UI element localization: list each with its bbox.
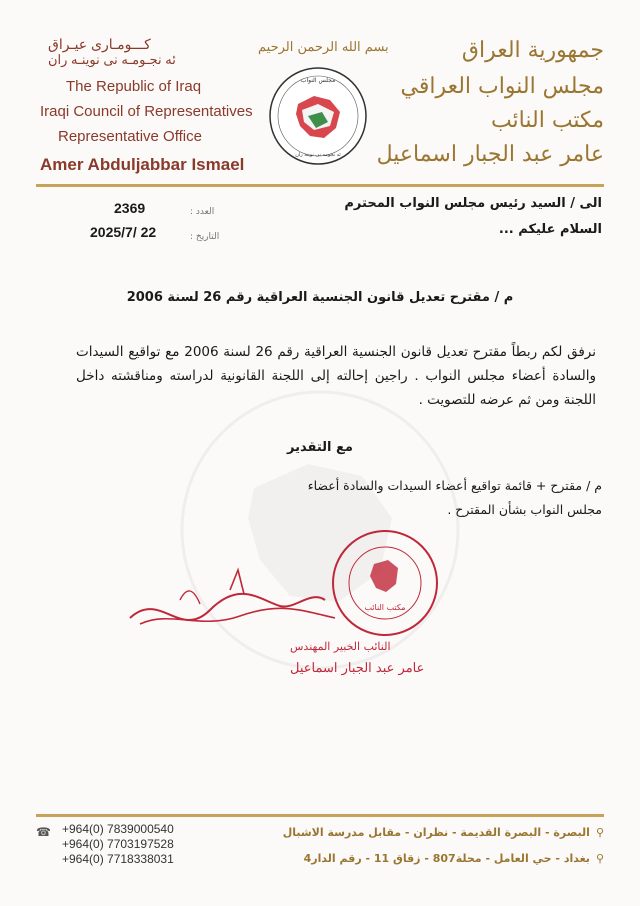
enclosure-line-2: مجلس النواب بشأن المقترح . — [447, 502, 602, 517]
arabic-office: مكتب النائب — [490, 108, 604, 133]
arabic-council: مجلس النواب العراقي — [400, 74, 604, 99]
date-value: 2025/7/ 22 — [90, 224, 157, 240]
closing-regards: مع التقدير — [287, 440, 353, 455]
basmala: بسم الله الرحمن الرحيم — [258, 40, 389, 55]
number-label: العدد : — [190, 207, 215, 217]
signature-title: النائب الخبير المهندس — [290, 640, 391, 653]
letter-body: نرفق لكم ربطاً مقترح تعديل قانون الجنسية العراقية رقم 26 لسنة 2006 مع تواقيع السيدات والسادة أعضاء مجلس النواب . راجين إحالته إلى اللجنة القانونية لدراسته ومناقشته داخل اللجنة ومن ثم عرضه للتصويت . — [76, 344, 596, 408]
address-baghdad — [304, 852, 604, 865]
date-label: التاريخ : — [190, 232, 220, 242]
enclosure-line-1: م / مقترح + قائمة تواقيع أعضاء السيدات والسادة أعضاء — [307, 478, 602, 493]
arabic-representative-name: عامر عبد الجبار اسماعيل — [376, 142, 604, 167]
english-representative-name: Amer Abduljabbar Ismael — [40, 155, 245, 174]
phone-number-2: +964(0) 7703197528 — [62, 837, 174, 851]
greeting-line: السلام عليكم ... — [498, 222, 602, 237]
recipient-line: الى / السيد رئيس مجلس النواب المحترم — [344, 196, 602, 211]
footer-divider — [36, 814, 604, 817]
number-value: 2369 — [114, 200, 146, 216]
council-logo — [268, 66, 368, 166]
address-basra-text: البصرة - البصرة القديمة - نظران - مقابل مدرسة الاشبال — [282, 826, 590, 839]
english-office: Representative Office — [58, 128, 202, 145]
address-basra — [283, 826, 604, 839]
kurdish-republic: كـــومـارى عيـراق — [48, 36, 151, 52]
location-pin-icon: ⚲ — [595, 826, 604, 839]
signature-name: عامر عبد الجبار اسماعيل — [290, 661, 425, 676]
enclosure-note — [42, 474, 602, 522]
phone-icon: ☎ — [36, 825, 51, 839]
phone-numbers — [62, 822, 174, 867]
address-baghdad-text: بغداد - حي العامل - محلة807 - زقاق 11 - رقم الدار4 — [303, 852, 590, 865]
logo-text-top: مجلس النواب — [300, 77, 336, 84]
phone-number-3: +964(0) 7718338031 — [62, 852, 174, 866]
english-republic: The Republic of Iraq — [66, 78, 202, 95]
office-stamp — [330, 528, 440, 638]
arabic-republic: جمهورية العراق — [461, 38, 604, 63]
phone-number-1: +964(0) 7839000540 — [62, 822, 174, 836]
stamp-text: مكتب النائب — [364, 603, 406, 612]
kurdish-council: ئه نجـومـه نى نوينـه ران — [48, 52, 176, 67]
english-council: Iraqi Council of Representatives — [40, 103, 253, 120]
logo-text-bottom: ئه نجومه نى نوينه ران — [295, 152, 341, 158]
location-pin-icon: ⚲ — [595, 852, 604, 865]
letter-subject: م / مقترح تعديل قانون الجنسية العراقية رقم 26 لسنة 2006 — [126, 290, 514, 305]
header-divider — [36, 184, 604, 187]
